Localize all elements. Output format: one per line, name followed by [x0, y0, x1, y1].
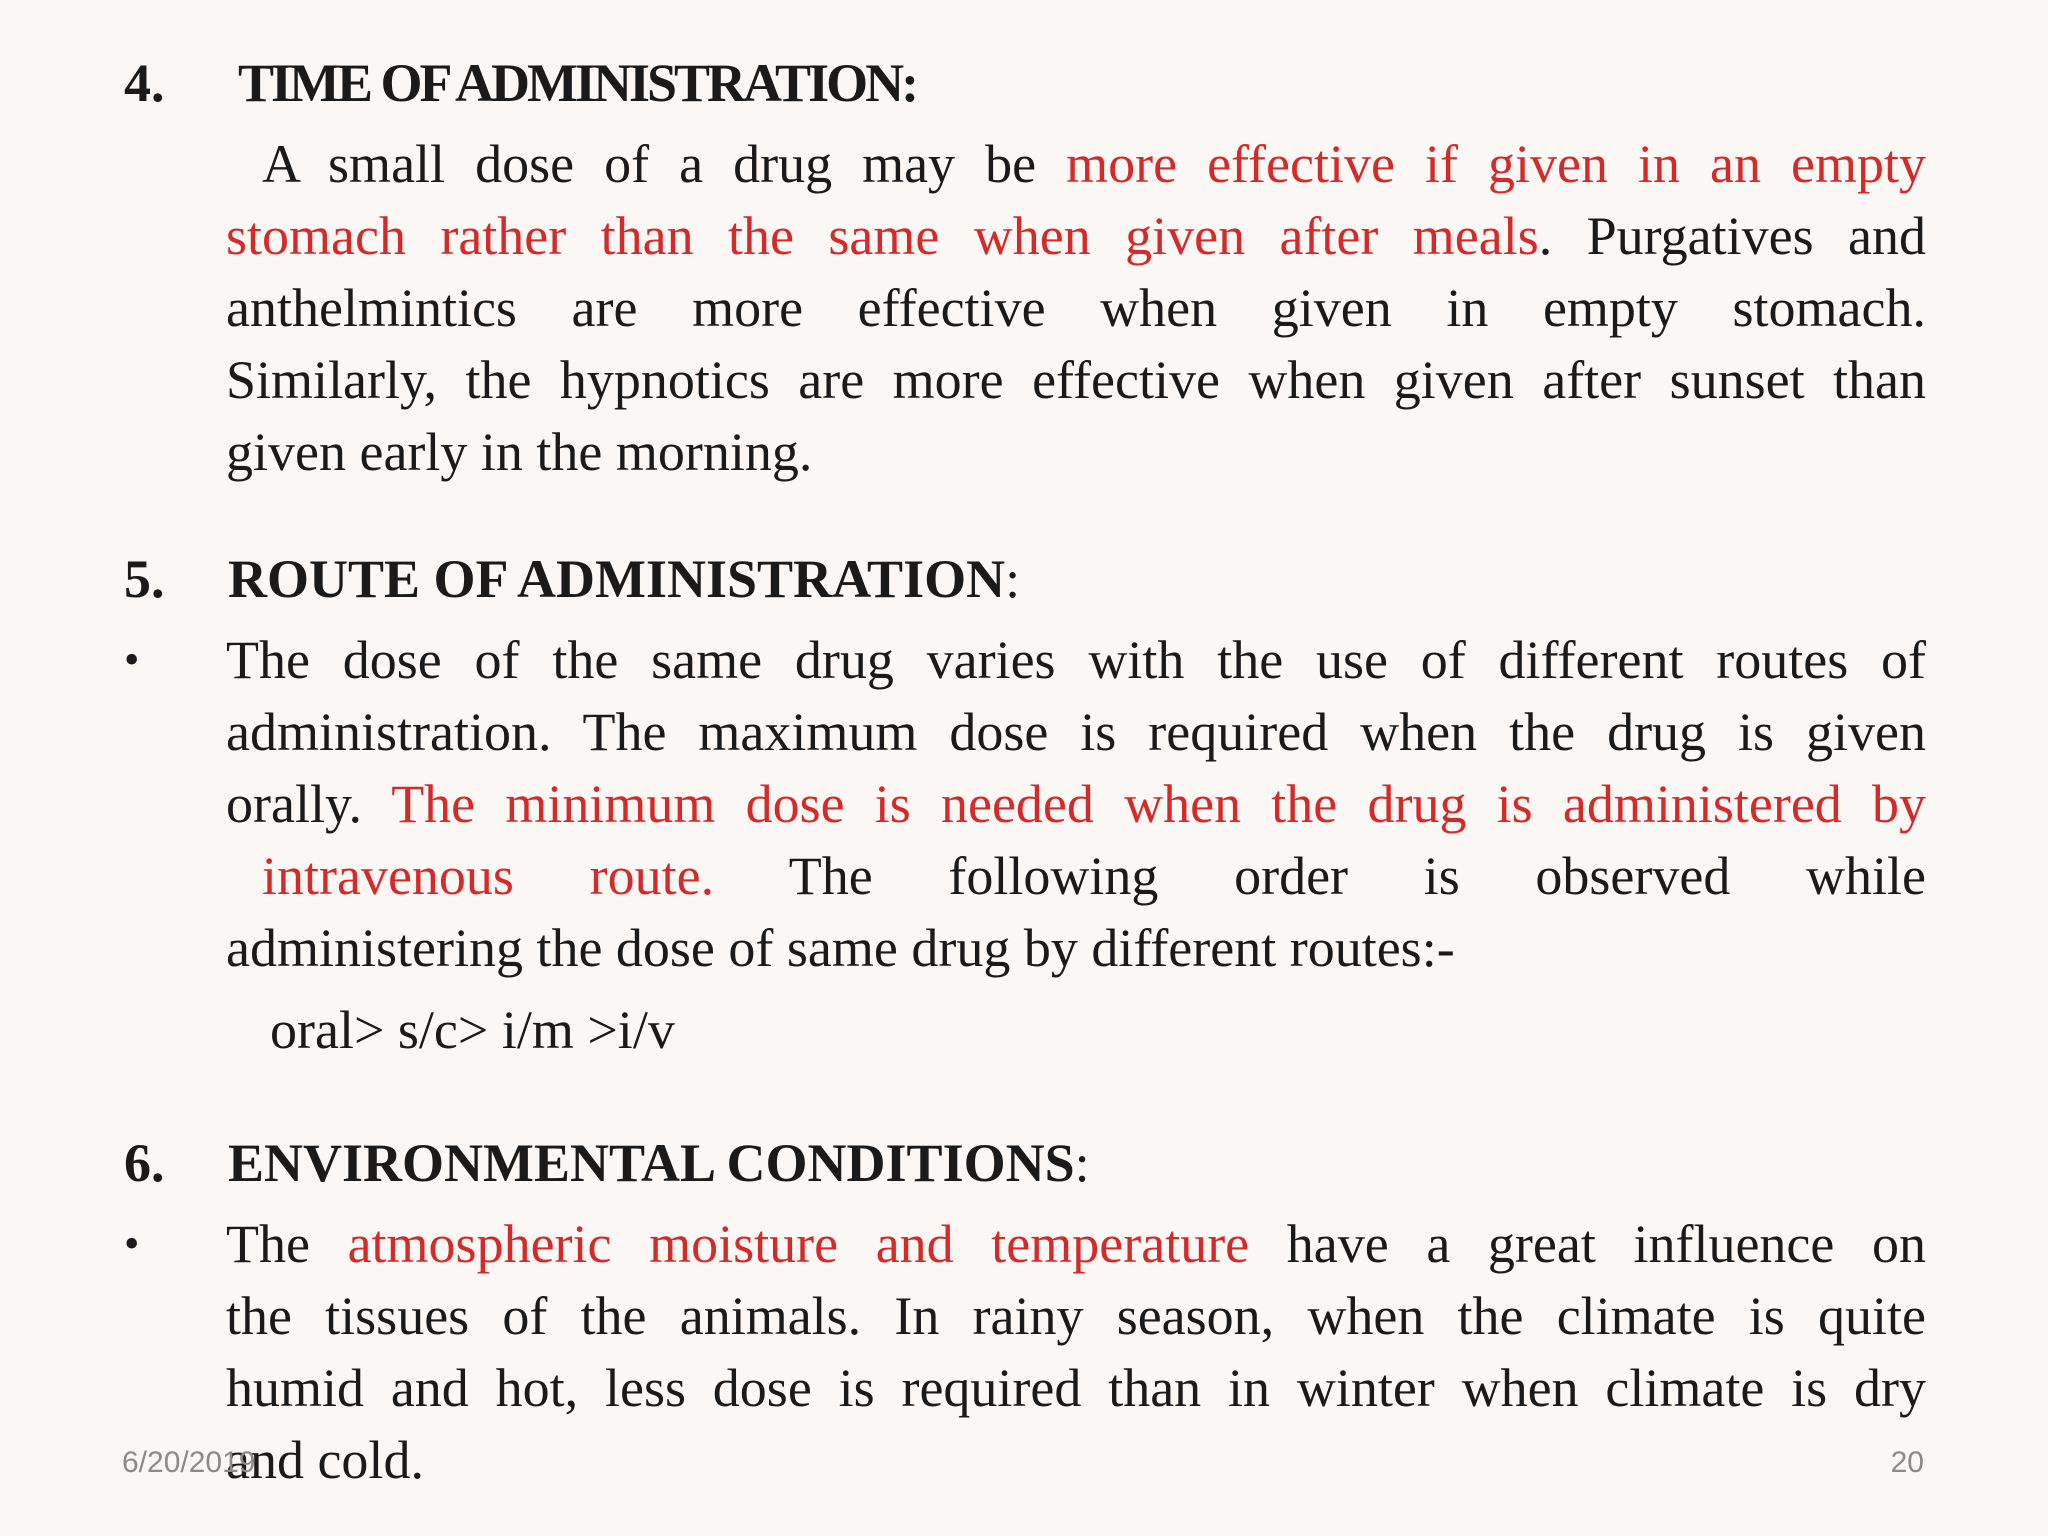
section-6-paragraph: [226, 1208, 1926, 1496]
text-line: [226, 840, 1926, 912]
text-line: [226, 912, 1926, 984]
highlighted-text: intravenous route.: [262, 846, 715, 906]
text-line: [226, 1352, 1926, 1424]
section-6-heading: [124, 1128, 1090, 1198]
body-text: . Purgatives and: [1538, 206, 1926, 266]
body-text: anthelmintics are more effective when given in empty stomach.: [226, 278, 1926, 338]
section-5-heading: [124, 544, 1020, 614]
section-5-paragraph: [226, 624, 1926, 984]
section-4-number: 4.: [124, 53, 165, 113]
text-line: [226, 1280, 1926, 1352]
text-line: [226, 696, 1926, 768]
body-text: Similarly, the hypnotics are more effective when given after sunset than: [226, 350, 1926, 410]
text-line: [226, 1424, 1926, 1496]
text-line: [226, 272, 1926, 344]
highlighted-text: The minimum dose is needed when the drug is administered by: [391, 774, 1926, 834]
section-6-colon: :: [1074, 1133, 1090, 1193]
section-4-paragraph: [226, 128, 1926, 488]
section-6-bullet: •: [124, 1219, 140, 1268]
body-text: administration. The maximum dose is required when the drug is given: [226, 702, 1926, 762]
text-line: [226, 1208, 1926, 1280]
highlighted-text: stomach rather than the same when given after meals: [226, 206, 1539, 266]
highlighted-text: more effective if given in an empty: [1066, 134, 1926, 194]
footer-date: 6/20/2019: [122, 1446, 256, 1479]
body-text: orally.: [226, 774, 392, 834]
text-line: [226, 200, 1926, 272]
section-5-colon: :: [1005, 549, 1021, 609]
body-text: The: [226, 1214, 348, 1274]
body-text: the tissues of the animals. In rainy season, when the climate is quite: [226, 1286, 1926, 1346]
body-text: humid and hot, less dose is required than in winter when climate is dry: [226, 1358, 1926, 1418]
routes-order-block: [226, 990, 1926, 1070]
body-text: given early in the morning.: [226, 422, 813, 482]
highlighted-text: atmospheric moisture and temperature: [347, 1214, 1250, 1274]
body-text: and cold.: [226, 1430, 424, 1490]
routes-order: oral> s/c> i/m >i/v: [270, 1000, 675, 1060]
text-line: [226, 344, 1926, 416]
section-4-heading: [124, 48, 916, 118]
section-5-number: 5.: [124, 549, 165, 609]
section-6-number: 6.: [124, 1133, 165, 1193]
section-5-bullet: •: [124, 635, 140, 684]
body-text: have a great influence on: [1249, 1214, 1926, 1274]
section-5-title: ROUTE OF ADMINISTRATION: [228, 549, 1006, 609]
body-text: The dose of the same drug varies with the use of different routes of: [226, 630, 1926, 690]
text-line: [226, 128, 1926, 200]
body-text: administering the dose of same drug by different routes:-: [226, 918, 1455, 978]
body-text: A small dose of a drug may be: [262, 134, 1067, 194]
text-line: [226, 768, 1926, 840]
body-text: The following order is observed while: [714, 846, 1926, 906]
footer-page-number: 20: [1890, 1446, 1924, 1479]
text-line: [226, 416, 1926, 488]
text-line: [226, 624, 1926, 696]
section-4-title: TIME OF ADMINISTRATION:: [238, 53, 917, 113]
section-6-title: ENVIRONMENTAL CONDITIONS: [228, 1133, 1075, 1193]
